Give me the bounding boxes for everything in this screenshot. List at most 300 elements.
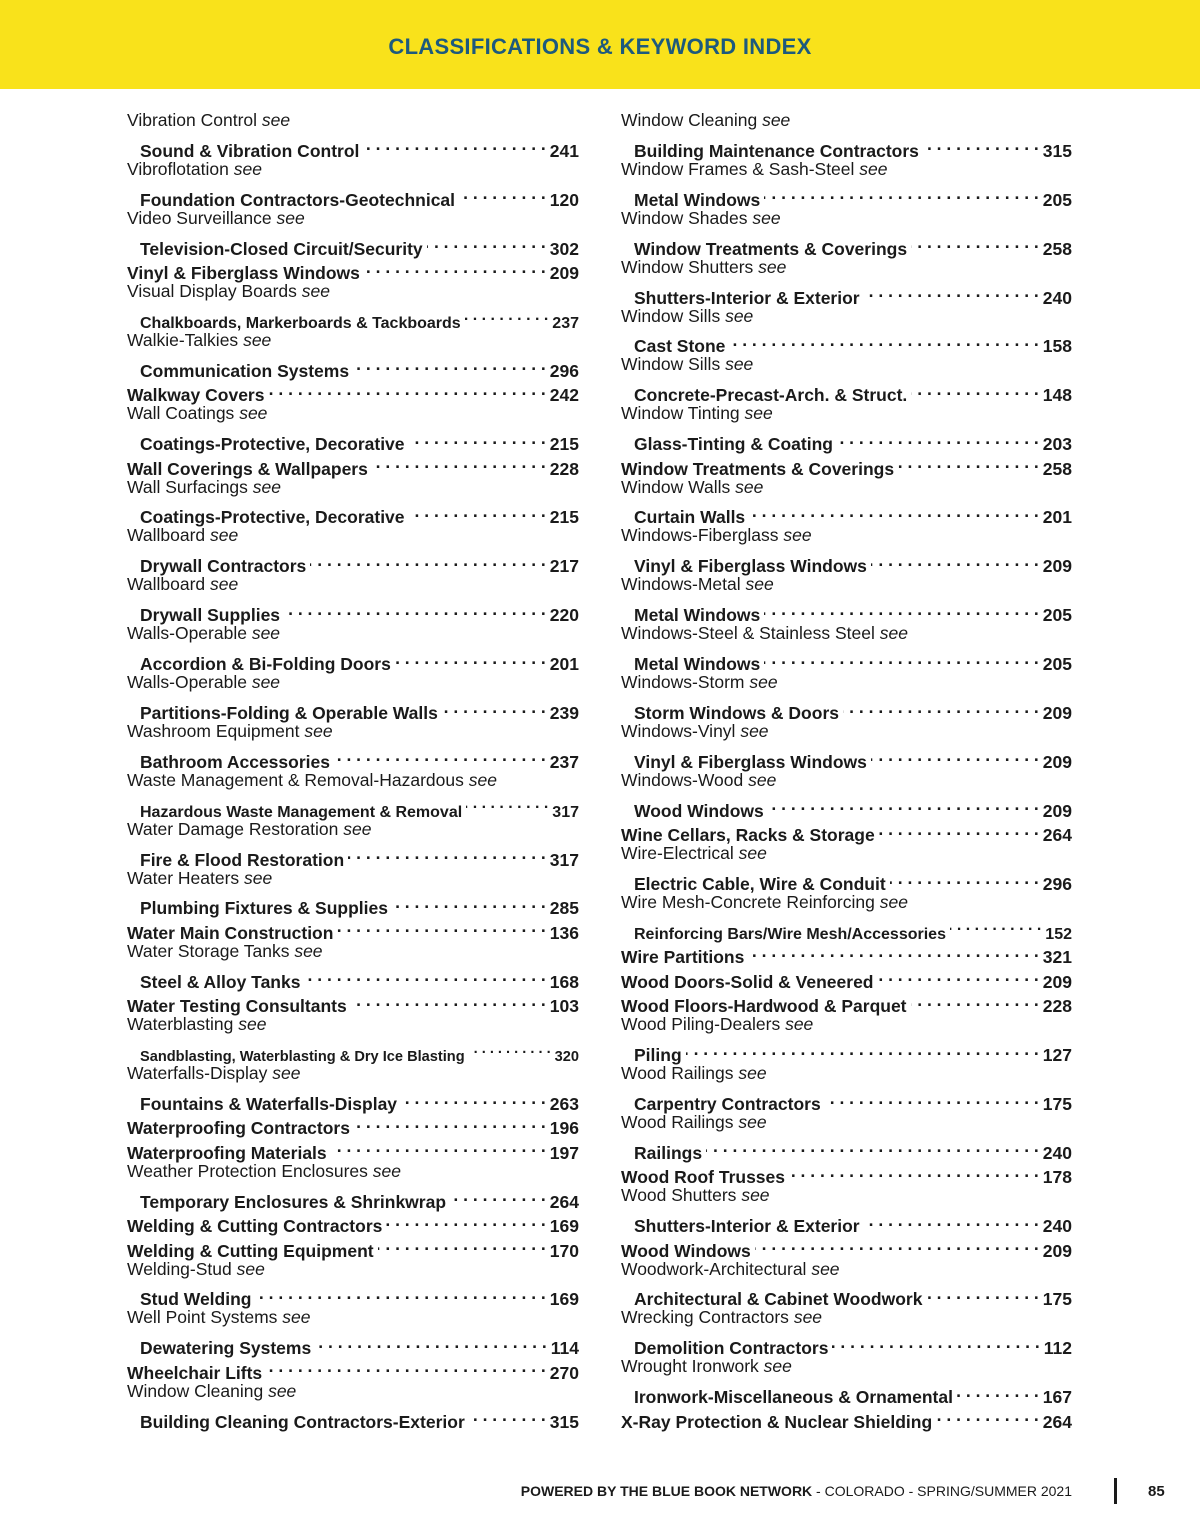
- dot-leader: [364, 255, 546, 279]
- page-reference: 201: [1042, 507, 1072, 528]
- classification-name: Carpentry Contractors: [634, 1093, 821, 1114]
- classification-entry-indented[interactable]: [621, 1037, 1072, 1066]
- classification-name: Wire Partitions: [621, 947, 745, 968]
- keyword-term: Wrecking Contractors: [621, 1307, 789, 1328]
- see-label: see: [372, 1160, 402, 1181]
- page-reference: 317: [549, 849, 579, 870]
- keyword-term: Window Cleaning: [621, 110, 758, 130]
- dot-leader: [923, 132, 1039, 156]
- classification-entry-indented[interactable]: [621, 646, 1072, 675]
- page-reference: 264: [549, 1191, 579, 1212]
- classification-entry-indented[interactable]: [621, 1379, 1072, 1408]
- page-reference: 263: [549, 1093, 579, 1114]
- classification-name: Architectural & Cabinet Woodwork: [634, 1289, 923, 1310]
- classification-name: Railings: [634, 1142, 703, 1163]
- keyword-term: Window Sills: [621, 305, 721, 326]
- dot-leader: [729, 328, 1038, 352]
- index-see-reference: [621, 1183, 1072, 1207]
- classification-name: Communication Systems: [140, 360, 350, 381]
- page-reference: 302: [549, 238, 579, 259]
- see-label: see: [738, 1111, 767, 1132]
- page-reference: 239: [549, 702, 579, 723]
- see-label: see: [268, 1380, 297, 1401]
- page-reference: 215: [549, 434, 579, 455]
- classification-name: Waterproofing Contractors: [127, 1118, 350, 1139]
- page-reference: 237: [552, 314, 579, 332]
- page-reference: 296: [1042, 874, 1072, 895]
- dot-leader: [354, 1110, 546, 1134]
- keyword-term: Welding-Stud: [127, 1258, 232, 1279]
- page-reference: 321: [1042, 947, 1072, 968]
- classification-entry-indented[interactable]: [621, 866, 1072, 895]
- dot-leader: [442, 695, 546, 719]
- classification-entry-indented[interactable]: [621, 743, 1072, 772]
- page-reference: 237: [549, 751, 579, 772]
- page-reference: 320: [554, 1049, 579, 1066]
- keyword-term: Waterfalls-Display: [127, 1063, 268, 1084]
- see-label: see: [261, 110, 291, 130]
- see-label: see: [294, 940, 323, 961]
- index-see-reference: [621, 1110, 1072, 1134]
- page-reference: 205: [1042, 605, 1072, 626]
- index-see-reference: [127, 817, 579, 841]
- see-label: see: [735, 476, 764, 497]
- page-reference: 196: [549, 1118, 579, 1139]
- classification-name: Wine Cellars, Racks & Storage: [621, 825, 875, 846]
- footer-text: [521, 1483, 1072, 1499]
- see-label: see: [272, 1063, 301, 1084]
- see-label: see: [740, 720, 769, 741]
- page-reference: 178: [1042, 1167, 1072, 1188]
- classification-name: Wood Roof Trusses: [621, 1167, 785, 1188]
- classification-name: Demolition Contractors: [634, 1338, 829, 1359]
- page-reference: 120: [549, 189, 579, 210]
- classification-name: Drywall Contractors: [140, 556, 307, 577]
- see-label: see: [276, 207, 305, 228]
- dot-leader: [334, 743, 546, 767]
- classification-name: Wood Doors-Solid & Veneered: [621, 971, 874, 992]
- keyword-term: Wire Mesh-Concrete Reinforcing: [621, 892, 875, 912]
- keyword-term: Windows-Storm: [621, 672, 745, 693]
- see-label: see: [233, 158, 262, 179]
- footer-brand: POWERED BY THE BLUE BOOK NETWORK: [520, 1483, 813, 1499]
- classification-name: Wood Windows: [634, 800, 764, 821]
- keyword-term: Wood Railings: [621, 1111, 734, 1132]
- dot-leader: [825, 1086, 1039, 1110]
- page-reference: 228: [549, 458, 579, 479]
- classification-entry-indented[interactable]: [621, 695, 1072, 723]
- dot-leader: [392, 890, 546, 914]
- dot-leader: [386, 1208, 545, 1232]
- see-label: see: [243, 329, 272, 350]
- dot-leader: [686, 1037, 1039, 1061]
- classification-entry-indented[interactable]: [621, 499, 1072, 528]
- classification-name: Ironwork-Miscellaneous & Ornamental: [634, 1387, 953, 1408]
- classification-entry-indented[interactable]: [127, 646, 579, 675]
- classification-entry-indented[interactable]: [621, 181, 1072, 210]
- dot-leader: [337, 914, 545, 938]
- index-see-reference: [127, 572, 579, 596]
- classification-name: Fountains & Waterfalls-Display: [140, 1093, 398, 1114]
- classification-entry-indented[interactable]: [127, 841, 579, 870]
- classification-name: Storm Windows & Doors: [634, 702, 839, 723]
- page-reference: 203: [1042, 434, 1072, 455]
- dot-leader: [268, 377, 545, 401]
- classification-name: Coatings-Protective, Decorative: [140, 507, 405, 528]
- page-number: 85: [1148, 1483, 1165, 1500]
- page-reference: 158: [1042, 336, 1072, 357]
- classification-entry-indented[interactable]: [621, 1134, 1072, 1163]
- page-reference: 209: [1042, 800, 1072, 821]
- see-label: see: [741, 1185, 770, 1206]
- classification-entry-indented[interactable]: [127, 792, 579, 821]
- classification-name: Coatings-Protective, Decorative: [140, 434, 405, 455]
- index-see-reference: [621, 890, 1072, 914]
- dot-leader: [911, 230, 1039, 254]
- see-label: see: [210, 525, 239, 546]
- classification-name: Wall Coverings & Wallpapers: [127, 458, 368, 479]
- index-see-reference: [127, 1379, 579, 1403]
- classification-entry-indented[interactable]: [127, 304, 579, 332]
- keyword-term: Water Heaters: [127, 867, 240, 888]
- classification-entry-indented[interactable]: [621, 548, 1072, 577]
- page-reference: 103: [549, 996, 579, 1017]
- dot-leader: [764, 646, 1039, 670]
- classification-entry-indented[interactable]: [127, 548, 579, 577]
- keyword-term: Windows-Steel & Stainless Steel: [621, 623, 875, 644]
- classification-name: Vinyl & Fiberglass Windows: [634, 751, 867, 772]
- page-reference: 197: [549, 1142, 579, 1163]
- page-reference: 112: [1043, 1338, 1072, 1359]
- classification-name: Steel & Alloy Tanks: [140, 971, 301, 992]
- classification-name: Metal Windows: [634, 605, 761, 626]
- page-reference: 169: [549, 1289, 579, 1310]
- classification-name: Water Main Construction: [127, 922, 334, 943]
- dot-leader: [315, 1330, 547, 1354]
- dot-leader: [353, 352, 546, 376]
- keyword-term: Wrought Ironwork: [621, 1356, 759, 1377]
- see-label: see: [251, 672, 281, 693]
- page-reference: 296: [549, 360, 579, 381]
- keyword-term: Visual Display Boards: [127, 281, 297, 302]
- keyword-term: Wood Shutters: [621, 1185, 737, 1206]
- page-reference: 209: [1042, 702, 1072, 723]
- page-reference: 201: [549, 654, 579, 675]
- classification-name: Accordion & Bi-Folding Doors: [140, 654, 391, 675]
- see-label: see: [758, 256, 787, 277]
- keyword-term: Window Frames & Sash-Steel: [621, 158, 855, 179]
- dot-leader: [864, 1208, 1039, 1232]
- see-label: see: [252, 476, 282, 497]
- index-see-reference: [621, 108, 1072, 132]
- dot-leader: [465, 304, 549, 328]
- classification-entry-indented[interactable]: [621, 328, 1072, 357]
- dot-leader: [871, 743, 1039, 767]
- classification-name: Vinyl & Fiberglass Windows: [634, 556, 867, 577]
- header-banner: [0, 0, 1200, 89]
- dot-leader: [331, 1134, 546, 1158]
- see-label: see: [468, 769, 497, 790]
- keyword-term: Wood Railings: [621, 1063, 734, 1084]
- page-reference: 152: [1045, 925, 1072, 943]
- see-label: see: [282, 1307, 311, 1328]
- classification-entry-indented[interactable]: [127, 181, 579, 210]
- see-label: see: [783, 525, 812, 546]
- dot-leader: [764, 181, 1039, 205]
- page-reference: 169: [549, 1216, 579, 1237]
- see-label: see: [725, 354, 754, 375]
- dot-leader: [749, 499, 1039, 523]
- see-label: see: [763, 1356, 792, 1377]
- classification-entry-indented[interactable]: [127, 597, 579, 626]
- see-label: see: [744, 403, 773, 424]
- classification-name: Chalkboards, Markerboards & Tackboards: [140, 314, 461, 332]
- index-see-reference: [621, 523, 1072, 547]
- classification-name: Shutters-Interior & Exterior: [634, 287, 860, 308]
- classification-entry-indented[interactable]: [621, 597, 1072, 626]
- classification-name: Fire & Flood Restoration: [140, 849, 345, 870]
- classification-name: Vinyl & Fiberglass Windows: [127, 263, 360, 284]
- index-see-reference: [621, 1257, 1072, 1281]
- page-reference: 127: [1042, 1045, 1072, 1066]
- page-reference: 242: [549, 385, 579, 406]
- classification-entry-indented[interactable]: [127, 230, 579, 259]
- classification-entry-indented[interactable]: [621, 1330, 1072, 1359]
- keyword-term: Windows-Fiberglass: [621, 525, 779, 546]
- dot-leader: [395, 646, 546, 670]
- keyword-term: Vibroflotation: [127, 158, 229, 179]
- keyword-term: Wall Surfacings: [127, 476, 248, 497]
- page-reference: 220: [549, 605, 579, 626]
- keyword-term: Well Point Systems: [127, 1307, 278, 1328]
- classification-name: Sound & Vibration Control: [140, 140, 360, 161]
- classification-name: Sandblasting, Waterblasting & Dry Ice Blasting: [140, 1049, 465, 1066]
- classification-name: Window Treatments & Coverings: [621, 458, 895, 479]
- page-reference: 114: [550, 1338, 579, 1359]
- see-label: see: [301, 281, 330, 302]
- classification-entry-indented[interactable]: [621, 132, 1072, 161]
- classification-entry-indented[interactable]: [621, 914, 1072, 943]
- classification-entry-indented[interactable]: [127, 132, 579, 161]
- page-title: CLASSIFICATIONS & KEYWORD INDEX: [388, 34, 812, 59]
- dot-leader: [898, 450, 1039, 474]
- see-label: see: [811, 1258, 840, 1279]
- classification-name: Stud Welding: [140, 1289, 252, 1310]
- page-reference: 205: [1042, 654, 1072, 675]
- index-column-right: [621, 108, 1072, 1432]
- page-reference: 241: [549, 140, 579, 161]
- dot-leader: [469, 1403, 546, 1427]
- classification-name: Temporary Enclosures & Shrinkwrap: [140, 1191, 447, 1212]
- classification-entry-indented[interactable]: [127, 743, 579, 772]
- see-label: see: [745, 574, 774, 595]
- dot-leader: [409, 426, 546, 450]
- page-reference: 167: [1042, 1387, 1072, 1408]
- keyword-term: Woodwork-Architectural: [621, 1258, 807, 1279]
- dot-leader: [469, 1037, 551, 1061]
- classification-entry-indented[interactable]: [127, 1086, 579, 1114]
- dot-leader: [304, 963, 545, 987]
- classification-name: Partitions-Folding & Operable Walls: [140, 702, 438, 723]
- page-reference: 317: [552, 803, 579, 821]
- classification-entry-indented[interactable]: [127, 1281, 579, 1310]
- index-see-reference: [127, 621, 579, 645]
- index-see-reference: [127, 768, 579, 792]
- see-label: see: [748, 769, 777, 790]
- index-see-reference: [621, 157, 1072, 181]
- index-see-reference: [127, 108, 579, 132]
- classification-name: Concrete-Precast-Arch. & Struct.: [634, 385, 908, 406]
- classification-name: Piling: [634, 1045, 682, 1066]
- see-label: see: [879, 892, 908, 912]
- classification-name: Electric Cable, Wire & Conduit: [634, 874, 886, 895]
- dot-leader: [950, 914, 1041, 938]
- classification-name: Glass-Tinting & Coating: [634, 434, 833, 455]
- dot-leader: [789, 1159, 1039, 1183]
- page-reference: 148: [1042, 385, 1072, 406]
- dot-leader: [957, 1379, 1039, 1403]
- keyword-term: Water Storage Tanks: [127, 940, 290, 961]
- dot-leader: [459, 181, 546, 205]
- dot-leader: [372, 450, 546, 474]
- dot-leader: [843, 695, 1039, 719]
- dot-leader: [706, 1134, 1039, 1158]
- page-reference: 205: [1042, 189, 1072, 210]
- dot-leader: [864, 279, 1039, 303]
- dot-leader: [832, 1330, 1039, 1354]
- classification-name: Welding & Cutting Contractors: [127, 1216, 383, 1237]
- classification-name: Drywall Supplies: [140, 605, 281, 626]
- index-see-reference: [621, 352, 1072, 376]
- see-label: see: [752, 207, 781, 228]
- page-reference: 264: [1042, 825, 1072, 846]
- dot-leader: [755, 1232, 1039, 1256]
- index-column-left: [127, 108, 579, 1432]
- classification-name: Waterproofing Materials: [127, 1142, 327, 1163]
- page-reference: 240: [1042, 1142, 1072, 1163]
- keyword-term: Wallboard: [127, 525, 206, 546]
- classification-entry-indented[interactable]: [127, 1403, 579, 1432]
- dot-leader: [351, 988, 546, 1012]
- see-label: see: [785, 1014, 814, 1035]
- keyword-term: Wallboard: [127, 574, 206, 595]
- classification-entry-indented[interactable]: [621, 1086, 1072, 1114]
- dot-leader: [378, 1232, 546, 1256]
- page-reference: 209: [1042, 556, 1072, 577]
- see-label: see: [251, 623, 281, 644]
- page-reference: 258: [1042, 458, 1072, 479]
- page-reference: 217: [549, 556, 579, 577]
- classification-entry-indented[interactable]: [621, 426, 1072, 455]
- index-see-reference: [621, 1354, 1072, 1378]
- classification-name: Dewatering Systems: [140, 1338, 312, 1359]
- classification-name: Metal Windows: [634, 189, 761, 210]
- classification-name: Water Testing Consultants: [127, 996, 347, 1017]
- classification-name: Building Cleaning Contractors-Exterior: [140, 1411, 465, 1432]
- keyword-term: Water Damage Restoration: [127, 818, 339, 839]
- dot-leader: [409, 499, 546, 523]
- classification-entry-indented[interactable]: [127, 1183, 579, 1212]
- dot-leader: [926, 1281, 1038, 1305]
- keyword-term: Walls-Operable: [127, 672, 247, 693]
- index-see-reference: [621, 719, 1072, 743]
- dot-leader: [363, 132, 545, 156]
- keyword-term: Walkie-Talkies: [127, 329, 239, 350]
- keyword-term: Wire-Electrical: [621, 843, 734, 864]
- keyword-term: Weather Protection Enclosures: [127, 1160, 368, 1181]
- dot-leader: [936, 1403, 1039, 1427]
- page-reference: 175: [1042, 1289, 1072, 1310]
- page-reference: 209: [1042, 971, 1072, 992]
- page-reference: 264: [1042, 1411, 1072, 1432]
- classification-name: Wood Windows: [621, 1240, 751, 1261]
- classification-name: Hazardous Waste Management & Removal: [140, 803, 463, 821]
- keyword-term: Windows-Vinyl: [621, 720, 736, 741]
- keyword-term: Vibration Control: [127, 110, 258, 130]
- page-reference: 170: [549, 1240, 579, 1261]
- classification-name: Welding & Cutting Equipment: [127, 1240, 374, 1261]
- classification-entry-indented[interactable]: [621, 792, 1072, 821]
- page-reference: 168: [549, 971, 579, 992]
- classification-entry-indented[interactable]: [621, 1281, 1072, 1310]
- see-label: see: [762, 110, 791, 130]
- keyword-term: Window Shades: [621, 207, 748, 228]
- index-see-reference: [621, 1061, 1072, 1085]
- index-see-reference: [127, 866, 579, 890]
- classification-entry-indented[interactable]: [127, 1330, 579, 1359]
- dot-leader: [768, 792, 1039, 816]
- classification-entry-indented[interactable]: [127, 963, 579, 992]
- classification-entry-indented[interactable]: [621, 1208, 1072, 1237]
- dot-leader: [837, 426, 1039, 450]
- index-see-reference: [127, 1305, 579, 1329]
- see-label: see: [343, 818, 372, 839]
- dot-leader: [284, 597, 546, 621]
- classification-entry-indented[interactable]: [621, 230, 1072, 259]
- classification-entry-indented[interactable]: [127, 695, 579, 723]
- see-label: see: [238, 1014, 267, 1035]
- page-reference: 270: [549, 1362, 579, 1383]
- classification-entry-indented[interactable]: [621, 279, 1072, 308]
- classification-entry-indented[interactable]: [127, 499, 579, 528]
- dot-leader: [871, 548, 1039, 572]
- keyword-term: Window Walls: [621, 476, 731, 497]
- page-reference: 136: [549, 922, 579, 943]
- see-label: see: [749, 672, 778, 693]
- see-label: see: [725, 305, 754, 326]
- classification-entry-indented[interactable]: [127, 1037, 579, 1066]
- classification-entry-indented[interactable]: [127, 426, 579, 455]
- page-reference: 209: [1042, 751, 1072, 772]
- classification-name: Foundation Contractors-Geotechnical: [140, 189, 456, 210]
- dot-leader: [911, 377, 1039, 401]
- dot-leader: [348, 841, 546, 865]
- index-see-reference: [127, 1012, 579, 1036]
- classification-name: Curtain Walls: [634, 507, 746, 528]
- page-reference: 228: [1042, 996, 1072, 1017]
- dot-leader: [911, 988, 1039, 1012]
- page-reference: 175: [1042, 1093, 1072, 1114]
- footer-divider: [1114, 1478, 1117, 1504]
- page-reference: 215: [549, 507, 579, 528]
- keyword-term: Windows-Wood: [621, 769, 744, 790]
- see-label: see: [859, 158, 888, 179]
- classification-entry-indented[interactable]: [127, 890, 579, 919]
- dot-leader: [890, 866, 1039, 890]
- classification-entry-indented[interactable]: [127, 352, 579, 381]
- classification-entry-indented[interactable]: [621, 377, 1072, 406]
- footer-edition: - COLORADO - SPRING/SUMMER 2021: [812, 1483, 1072, 1499]
